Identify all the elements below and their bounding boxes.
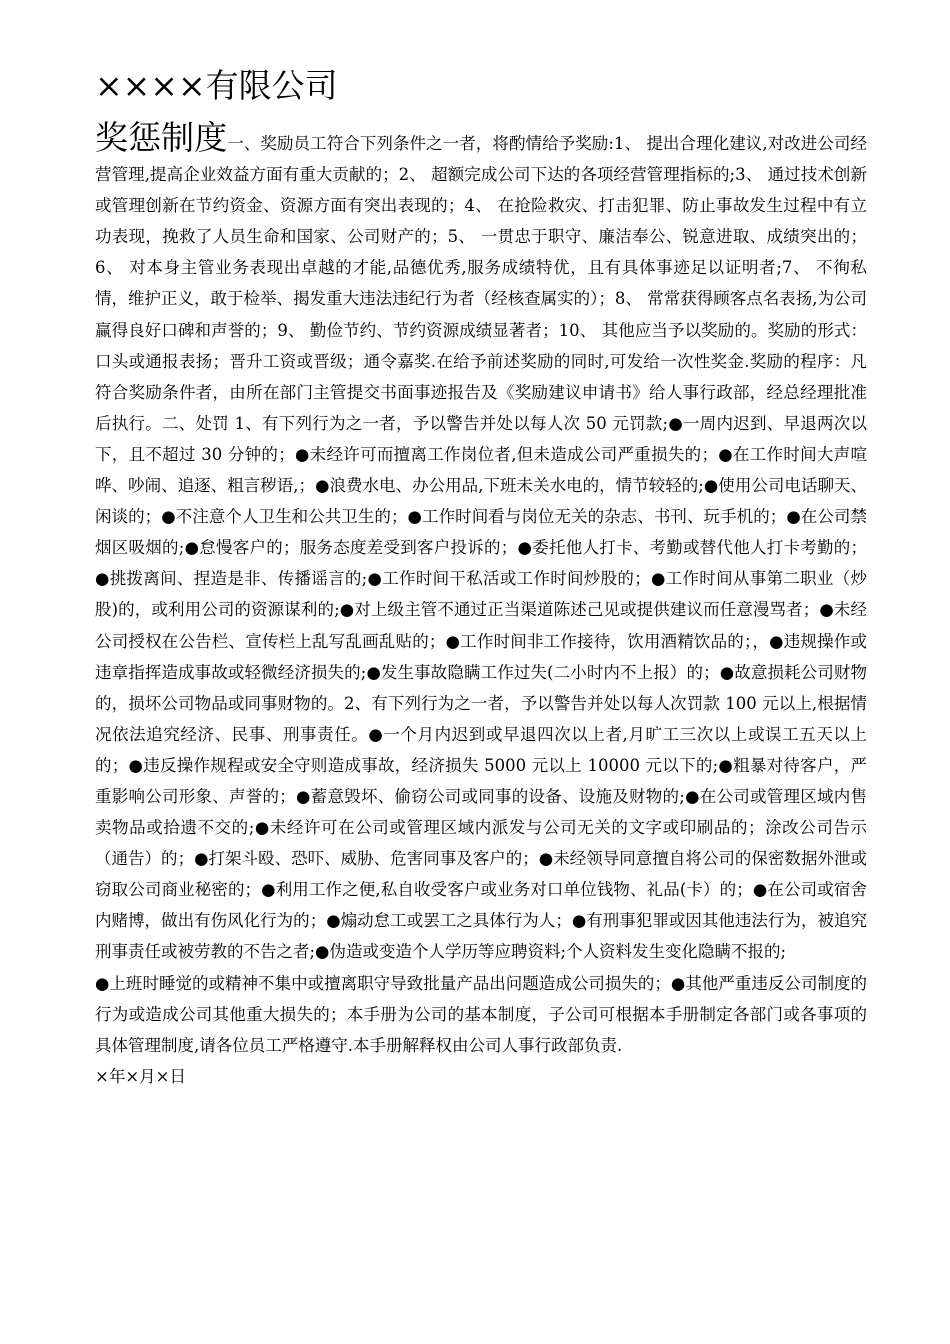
rules-paragraph: [95, 118, 868, 968]
closing-paragraph: ●上班时睡觉的或精神不集中或擅离职守导致批量产品出问题造成公司损失的；●其他严重违反公司制度的行为或造成公司其他重大损失的；本手册为公司的基本制度，子公司可根据本手册制定各部门或各事项的具体管理制度,请各位员工严格遵守.本手册解释权由公司人事行政部负责.: [95, 973, 867, 1055]
company-name: ××××有限公司: [95, 66, 338, 105]
date-line: ×年×月×日: [95, 1066, 186, 1086]
document-page: [95, 60, 867, 1092]
doc-title: 奖惩制度: [95, 118, 228, 157]
rules-text: 一、奖励员工符合下列条件之一者，将酌情给予奖励:1、 提出合理化建议,对改进公司经营管理,提高企业效益方面有重大贡献的；2、 超额完成公司下达的各项经营管理指标的;3、 通过技术创新或管理创新在节约资金、资源方面有突出表现的；4、 在抢险救灾、打击犯罪、防止事故发生过程中有立功表现，挽救了人员生命和国家、公司财产的；5、 一贯忠于职守、廉洁奉公、锐意进取、成绩突出的；6、 对本身主管业务表现出卓越的才能,品德优秀,服务成绩特优，且有具体事迹足以证明者;7、 不徇私情，维护正义，敢于检举、揭发重大违法违纪行为者（经核查属实的）；8、 常常获得顾客点名表扬,为公司赢得良好口碑和声誉的；9、 勤俭节约、节约资源成绩显著者；10、 其他应当予以奖励的。奖励的形式：口头或通报表扬；晋升工资或晋级；通令嘉奖.在给予前述奖励的同时,可发给一次性奖金.奖励的程序：凡符合奖励条件者，由所在部门主管提交书面事迹报告及《奖励建议申请书》给人事行政部，经总经理批准后执行。二、处罚 1、有下列行为之一者，予以警告并处以每人次 50 元罚款;●一周内迟到、早退两次以下，且不超过 30 分钟的；●未经许可而擅离工作岗位者,但未造成公司严重损失的；●在工作时间大声喧哗、吵闹、追逐、粗言秽语,；●浪费水电、办公用品,下班未关水电的，情节较轻的;●使用公司电话聊天、闲谈的；●不注意个人卫生和公共卫生的；●工作时间看与岗位无关的杂志、书刊、玩手机的；●在公司禁烟区吸烟的;●怠慢客户的；服务态度差受到客户投诉的；●委托他人打卡、考勤或替代他人打卡考勤的；●挑拨离间、捏造是非、传播谣言的;●工作时间干私活或工作时间炒股的；●工作时间从事第二职业（炒股)的，或利用公司的资源谋利的;●对上级主管不通过正当渠道陈述己见或提供建议而任意漫骂者；●未经公司授权在公告栏、宣传栏上乱写乱画乱贴的；●工作时间非工作接待，饮用酒精饮品的；，●违规操作或违章指挥造成事故或轻微经济损失的;●发生事故隐瞒工作过失(二小时内不上报）的；●故意损耗公司财物的，损坏公司物品或同事财物的。2、有下列行为之一者，予以警告并处以每人次罚款 100 元以上,根据情况依法追究经济、民事、刑事责任。●一个月内迟到或早退四次以上者,月旷工三次以上或误工五天以上的；●违反操作规程或安全守则造成事故，经济损失 5000 元以上 10000 元以下的;●粗暴对待客户，严重影响公司形象、声誉的；●蓄意毁坏、偷窃公司或同事的设备、设施及财物的;●在公司或管理区域内售卖物品或拾遗不交的;●未经许可在公司或管理区域内派发与公司无关的文字或印刷品的；涂改公司告示（通告）的；●打架斗殴、恐吓、威胁、危害同事及客户的；●未经领导同意擅自将公司的保密数据外泄或窃取公司商业秘密的；●利用工作之便,私自收受客户或业务对口单位钱物、礼品(卡）的；●在公司或宿舍内赌博，做出有伤风化行为的；●煽动怠工或罢工之具体行为人；●有刑事犯罪或因其他违法行为，被追究刑事责任或被劳教的不告之者;●伪造或变造个人学历等应聘资料;个人资料发生变化隐瞒不报的;: [95, 134, 868, 962]
